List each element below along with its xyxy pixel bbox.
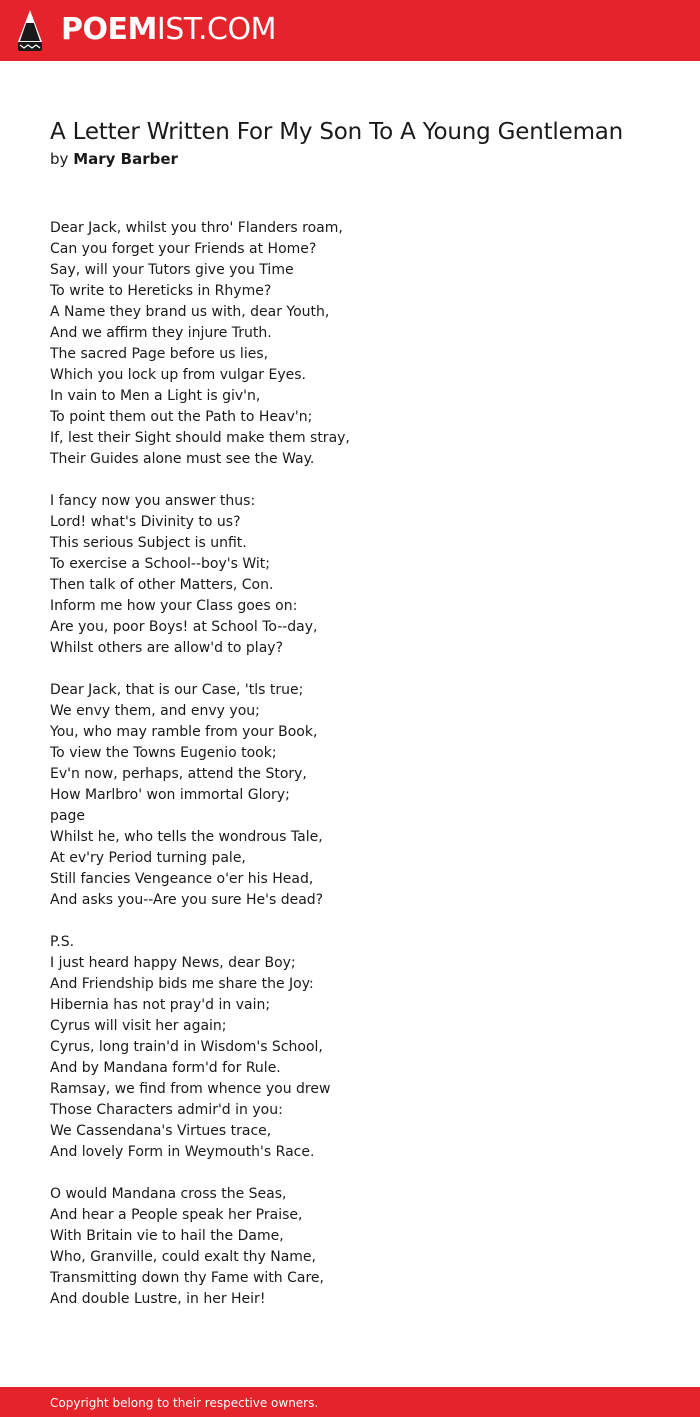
poem-line: Their Guides alone must see the Way.	[50, 451, 315, 467]
poem-line: Which you lock up from vulgar Eyes.	[50, 367, 306, 383]
logo-light-text: IST.COM	[156, 12, 276, 47]
copyright-text: Copyright belong to their respective owners.	[50, 1396, 319, 1410]
poem-line: To view the Towns Eugenio took;	[50, 745, 277, 761]
poem-line: Ev'n now, perhaps, attend the Story,	[50, 766, 307, 782]
by-label: by	[50, 150, 69, 168]
poem-line: A Name they brand us with, dear Youth,	[50, 304, 330, 320]
poem-line: In vain to Men a Light is giv'n,	[50, 388, 261, 404]
poem-line: Transmitting down thy Fame with Care,	[50, 1270, 324, 1286]
poem-line: To exercise a School--boy's Wit;	[50, 556, 270, 572]
poem-line: Whilst he, who tells the wondrous Tale,	[50, 829, 323, 845]
poem-line: At ev'ry Period turning pale,	[50, 850, 246, 866]
poem-stanza	[50, 680, 650, 911]
poem-title: A Letter Written For My Son To A Young Gentleman	[50, 119, 624, 145]
poem-line: Say, will your Tutors give you Time	[50, 262, 294, 278]
poem-stanza	[50, 1184, 650, 1310]
poem-line: We envy them, and envy you;	[50, 703, 260, 719]
poem-line: Hibernia has not pray'd in vain;	[50, 997, 271, 1013]
poem-line: Dear Jack, whilst you thro' Flanders roam,	[50, 220, 343, 236]
poem-line: Can you forget your Friends at Home?	[50, 241, 317, 257]
poem-line: How Marlbro' won immortal Glory;	[50, 787, 290, 803]
site-header	[0, 0, 700, 61]
poem-stanza	[50, 932, 650, 1163]
poem-line: Those Characters admir'd in you:	[50, 1102, 283, 1118]
poem-line: And lovely Form in Weymouth's Race.	[50, 1144, 315, 1160]
poem-line: You, who may ramble from your Book,	[50, 724, 318, 740]
poem-line: And double Lustre, in her Heir!	[50, 1291, 266, 1307]
poem-line: And asks you--Are you sure He's dead?	[50, 892, 324, 908]
poem-line: page	[50, 808, 85, 824]
pencil-tip-icon[interactable]	[16, 9, 44, 53]
poem-line: P.S.	[50, 934, 75, 950]
poem-line: Dear Jack, that is our Case, 'tls true;	[50, 682, 304, 698]
poem-line: Inform me how your Class goes on:	[50, 598, 298, 614]
poem-stanza	[50, 491, 650, 659]
poem-line: If, lest their Sight should make them stray,	[50, 430, 350, 446]
logo-bold-text: POEM	[61, 12, 157, 47]
site-logo[interactable]	[61, 12, 276, 48]
poem-line: O would Mandana cross the Seas,	[50, 1186, 287, 1202]
poem-stanza	[50, 218, 650, 470]
poem-line: Who, Granville, could exalt thy Name,	[50, 1249, 316, 1265]
poem-line: The sacred Page before us lies,	[50, 346, 269, 362]
poem-line: To write to Hereticks in Rhyme?	[50, 283, 272, 299]
poem-line: Ramsay, we find from whence you drew	[50, 1081, 331, 1097]
author-name[interactable]: Mary Barber	[73, 150, 178, 168]
site-footer	[0, 1387, 700, 1417]
poem-line: Still fancies Vengeance o'er his Head,	[50, 871, 314, 887]
poem-line: Cyrus, long train'd in Wisdom's School,	[50, 1039, 323, 1055]
poem-line: And by Mandana form'd for Rule.	[50, 1060, 281, 1076]
byline	[50, 148, 178, 170]
poem-line: I fancy now you answer thus:	[50, 493, 256, 509]
poem-line: And Friendship bids me share the Joy:	[50, 976, 314, 992]
poem-line: And hear a People speak her Praise,	[50, 1207, 303, 1223]
poem-line: And we affirm they injure Truth.	[50, 325, 272, 341]
poem-body	[50, 218, 650, 1331]
poem-line: To point them out the Path to Heav'n;	[50, 409, 313, 425]
poem-line: Are you, poor Boys! at School To--day,	[50, 619, 318, 635]
poem-line: Lord! what's Divinity to us?	[50, 514, 241, 530]
poem-line: Whilst others are allow'd to play?	[50, 640, 283, 656]
poem-line: I just heard happy News, dear Boy;	[50, 955, 296, 971]
poem-line: This serious Subject is unfit.	[50, 535, 247, 551]
poem-line: Then talk of other Matters, Con.	[50, 577, 274, 593]
poem-line: Cyrus will visit her again;	[50, 1018, 227, 1034]
poem-line: We Cassendana's Virtues trace,	[50, 1123, 272, 1139]
poem-line: With Britain vie to hail the Dame,	[50, 1228, 284, 1244]
